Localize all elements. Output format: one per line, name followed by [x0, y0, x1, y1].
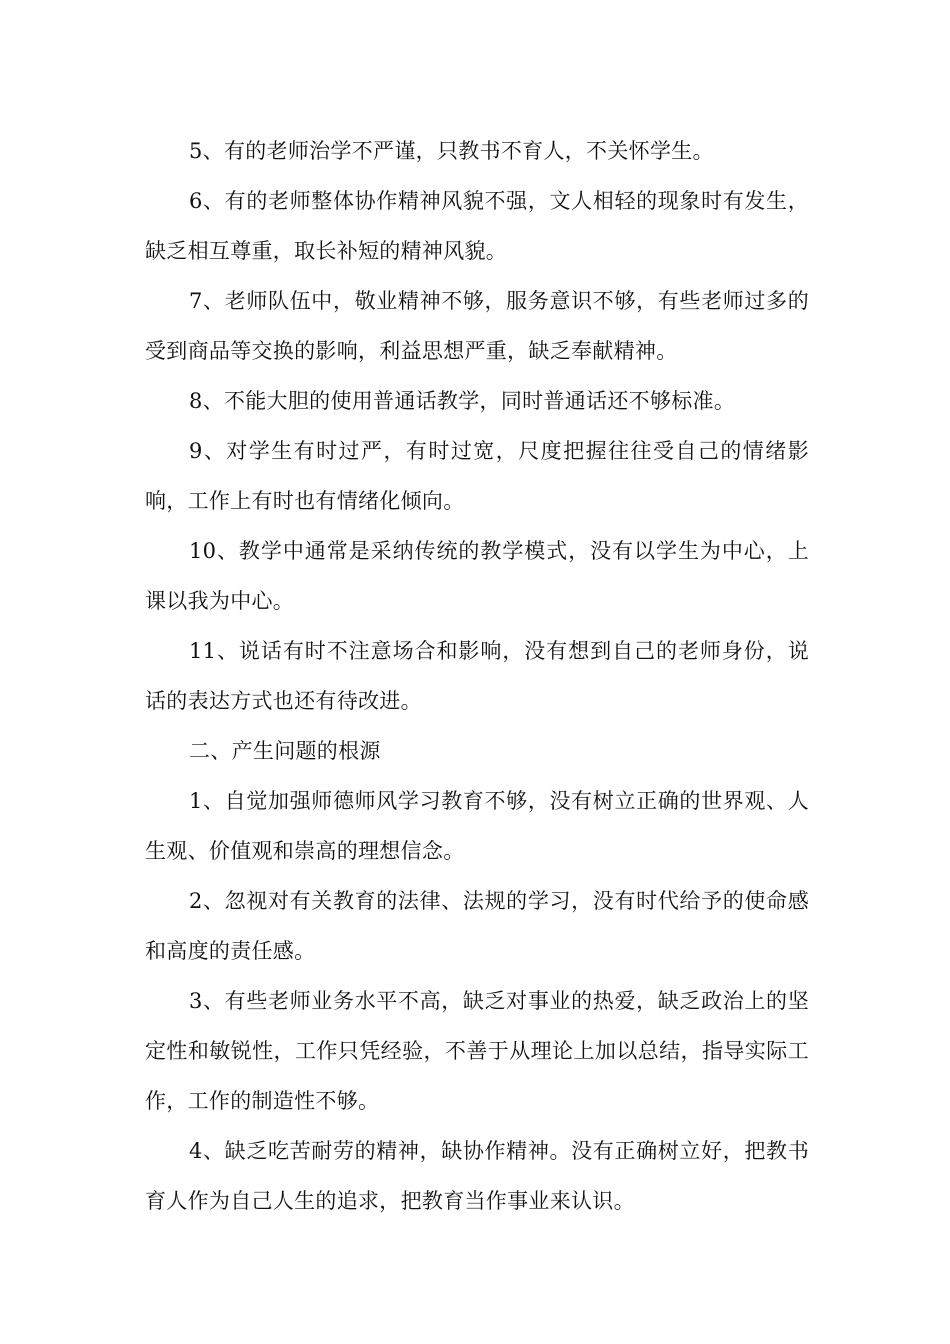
paragraph-item-6: 6、有的老师整体协作精神风貌不强，文人相轻的现象时有发生，缺乏相互尊重，取长补短的精神风貌。: [145, 189, 809, 263]
paragraph-item-8: 8、不能大胆的使用普通话教学，同时普通话还不够标准。: [189, 389, 736, 413]
section-heading-root-causes: 二、产生问题的根源: [189, 739, 381, 763]
paragraph-cause-2: 2、忽视对有关教育的法律、法规的学习，没有时代给予的使命感和高度的责任感。: [145, 889, 809, 963]
paragraph-cause-4: 4、缺乏吃苦耐劳的精神，缺协作精神。没有正确树立好，把教书育人作为自己人生的追求，把教育当作事业来认识。: [145, 1139, 809, 1213]
paragraph-item-7: 7、老师队伍中，敬业精神不够，服务意识不够，有些老师过多的受到商品等交换的影响，利益思想严重，缺乏奉献精神。: [145, 289, 809, 363]
paragraph-item-10: 10、教学中通常是采纳传统的教学模式，没有以学生为中心，上课以我为中心。: [145, 539, 809, 613]
paragraph-item-9: 9、对学生有时过严，有时过宽，尺度把握往往受自己的情绪影响，工作上有时也有情绪化倾向。: [145, 439, 809, 513]
paragraph-item-11: 11、说话有时不注意场合和影响，没有想到自己的老师身份，说话的表达方式也还有待改进。: [145, 639, 809, 713]
paragraph-cause-3: 3、有些老师业务水平不高，缺乏对事业的热爱，缺乏政治上的坚定性和敏锐性，工作只凭经验，不善于从理论上加以总结，指导实际工作，工作的制造性不够。: [145, 989, 809, 1113]
document-body: [145, 126, 809, 1226]
paragraph-item-5: 5、有的老师治学不严谨，只教书不育人，不关怀学生。: [189, 139, 714, 163]
paragraph-cause-1: 1、自觉加强师德师风学习教育不够，没有树立正确的世界观、人生观、价值观和崇高的理想信念。: [145, 789, 809, 863]
